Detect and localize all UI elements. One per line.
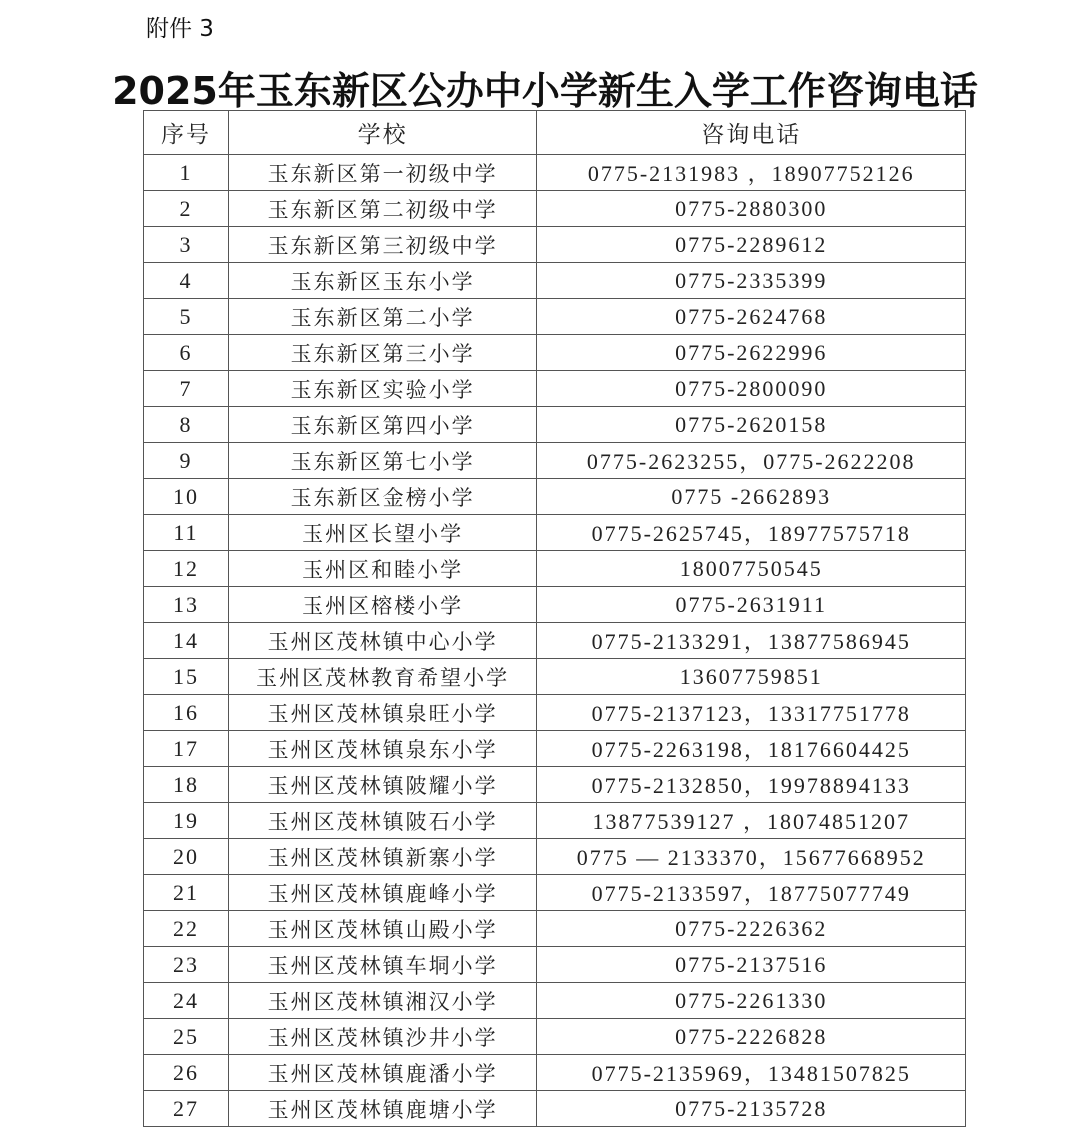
table-row: [144, 947, 966, 983]
row-index: 25: [144, 1019, 229, 1055]
school-name: 玉州区茂林镇陂石小学: [228, 803, 537, 839]
phone-number: 0775-2133291，13877586945: [537, 623, 966, 659]
school-name: 玉东新区第四小学: [228, 407, 537, 443]
row-index: 7: [144, 371, 229, 407]
table-row: [144, 443, 966, 479]
phone-number: 0775 — 2133370，15677668952: [537, 839, 966, 875]
row-index: 17: [144, 731, 229, 767]
phone-number: 0775-2131983 ，18907752126: [537, 155, 966, 191]
table-row: [144, 263, 966, 299]
table-row: [144, 227, 966, 263]
school-name: 玉东新区实验小学: [228, 371, 537, 407]
school-name: 玉州区茂林镇车垌小学: [228, 947, 537, 983]
row-index: 18: [144, 767, 229, 803]
school-name: 玉东新区第一初级中学: [228, 155, 537, 191]
phone-number: 0775-2137516: [537, 947, 966, 983]
document-title: 2025年玉东新区公办中小学新生入学工作咨询电话: [112, 69, 978, 113]
row-index: 1: [144, 155, 229, 191]
row-index: 19: [144, 803, 229, 839]
row-index: 20: [144, 839, 229, 875]
table-row: [144, 839, 966, 875]
phone-number: 0775-2261330: [537, 983, 966, 1019]
phone-number: 0775 -2662893: [537, 479, 966, 515]
table-row: [144, 911, 966, 947]
row-index: 15: [144, 659, 229, 695]
phone-number: 0775-2135728: [537, 1091, 966, 1127]
phone-number: 0775-2880300: [537, 191, 966, 227]
table-row: [144, 371, 966, 407]
row-index: 9: [144, 443, 229, 479]
row-index: 24: [144, 983, 229, 1019]
table-row: [144, 1055, 966, 1091]
row-index: 12: [144, 551, 229, 587]
phone-number: 0775-2622996: [537, 335, 966, 371]
table-header-row: [144, 111, 966, 155]
table-row: [144, 551, 966, 587]
school-name: 玉州区茂林镇湘汉小学: [228, 983, 537, 1019]
school-name: 玉州区榕楼小学: [228, 587, 537, 623]
table-row: [144, 695, 966, 731]
school-name: 玉东新区第三初级中学: [228, 227, 537, 263]
attachment-label: 附件 3: [146, 16, 214, 42]
table-row: [144, 587, 966, 623]
school-name: 玉州区茂林镇山殿小学: [228, 911, 537, 947]
school-name: 玉州区茂林镇新寨小学: [228, 839, 537, 875]
table-row: [144, 155, 966, 191]
row-index: 23: [144, 947, 229, 983]
school-name: 玉东新区第二初级中学: [228, 191, 537, 227]
phone-number: 0775-2623255，0775-2622208: [537, 443, 966, 479]
phone-number: 0775-2625745，18977575718: [537, 515, 966, 551]
table-row: [144, 659, 966, 695]
row-index: 6: [144, 335, 229, 371]
phone-number: 0775-2289612: [537, 227, 966, 263]
school-name: 玉东新区玉东小学: [228, 263, 537, 299]
phone-number: 0775-2800090: [537, 371, 966, 407]
table-row: [144, 623, 966, 659]
table-row: [144, 1091, 966, 1127]
school-name: 玉州区茂林镇鹿潘小学: [228, 1055, 537, 1091]
phone-number: 13877539127 ，18074851207: [537, 803, 966, 839]
phone-number: 0775-2335399: [537, 263, 966, 299]
phone-number: 0775-2631911: [537, 587, 966, 623]
row-index: 2: [144, 191, 229, 227]
row-index: 10: [144, 479, 229, 515]
row-index: 27: [144, 1091, 229, 1127]
school-contact-table: [143, 110, 966, 1127]
phone-number: 0775-2226362: [537, 911, 966, 947]
school-name: 玉州区茂林镇陂耀小学: [228, 767, 537, 803]
school-name: 玉东新区第二小学: [228, 299, 537, 335]
table-row: [144, 191, 966, 227]
row-index: 16: [144, 695, 229, 731]
phone-number: 0775-2135969，13481507825: [537, 1055, 966, 1091]
school-name: 玉东新区金榜小学: [228, 479, 537, 515]
table-row: [144, 407, 966, 443]
table-row: [144, 479, 966, 515]
row-index: 11: [144, 515, 229, 551]
school-name: 玉州区长望小学: [228, 515, 537, 551]
row-index: 21: [144, 875, 229, 911]
row-index: 14: [144, 623, 229, 659]
table-body: [144, 155, 966, 1127]
school-name: 玉州区茂林镇泉旺小学: [228, 695, 537, 731]
school-name: 玉州区茂林镇沙井小学: [228, 1019, 537, 1055]
phone-number: 0775-2137123，13317751778: [537, 695, 966, 731]
phone-number: 0775-2133597，18775077749: [537, 875, 966, 911]
header-phone: 咨询电话: [537, 111, 966, 155]
school-name: 玉州区茂林镇泉东小学: [228, 731, 537, 767]
header-school: 学校: [228, 111, 537, 155]
phone-number: 0775-2226828: [537, 1019, 966, 1055]
phone-number: 18007750545: [537, 551, 966, 587]
table-row: [144, 299, 966, 335]
table-row: [144, 983, 966, 1019]
row-index: 3: [144, 227, 229, 263]
row-index: 22: [144, 911, 229, 947]
table-row: [144, 515, 966, 551]
phone-number: 0775-2263198，18176604425: [537, 731, 966, 767]
table-row: [144, 335, 966, 371]
table-row: [144, 767, 966, 803]
row-index: 26: [144, 1055, 229, 1091]
school-name: 玉州区茂林教育希望小学: [228, 659, 537, 695]
row-index: 4: [144, 263, 229, 299]
row-index: 5: [144, 299, 229, 335]
row-index: 13: [144, 587, 229, 623]
table-row: [144, 875, 966, 911]
school-name: 玉东新区第七小学: [228, 443, 537, 479]
school-name: 玉州区茂林镇鹿峰小学: [228, 875, 537, 911]
phone-number: 13607759851: [537, 659, 966, 695]
school-name: 玉州区茂林镇鹿塘小学: [228, 1091, 537, 1127]
phone-number: 0775-2132850，19978894133: [537, 767, 966, 803]
phone-number: 0775-2620158: [537, 407, 966, 443]
header-index: 序号: [144, 111, 229, 155]
table-row: [144, 731, 966, 767]
phone-number: 0775-2624768: [537, 299, 966, 335]
school-name: 玉东新区第三小学: [228, 335, 537, 371]
school-name: 玉州区茂林镇中心小学: [228, 623, 537, 659]
table-row: [144, 803, 966, 839]
row-index: 8: [144, 407, 229, 443]
table-row: [144, 1019, 966, 1055]
school-name: 玉州区和睦小学: [228, 551, 537, 587]
